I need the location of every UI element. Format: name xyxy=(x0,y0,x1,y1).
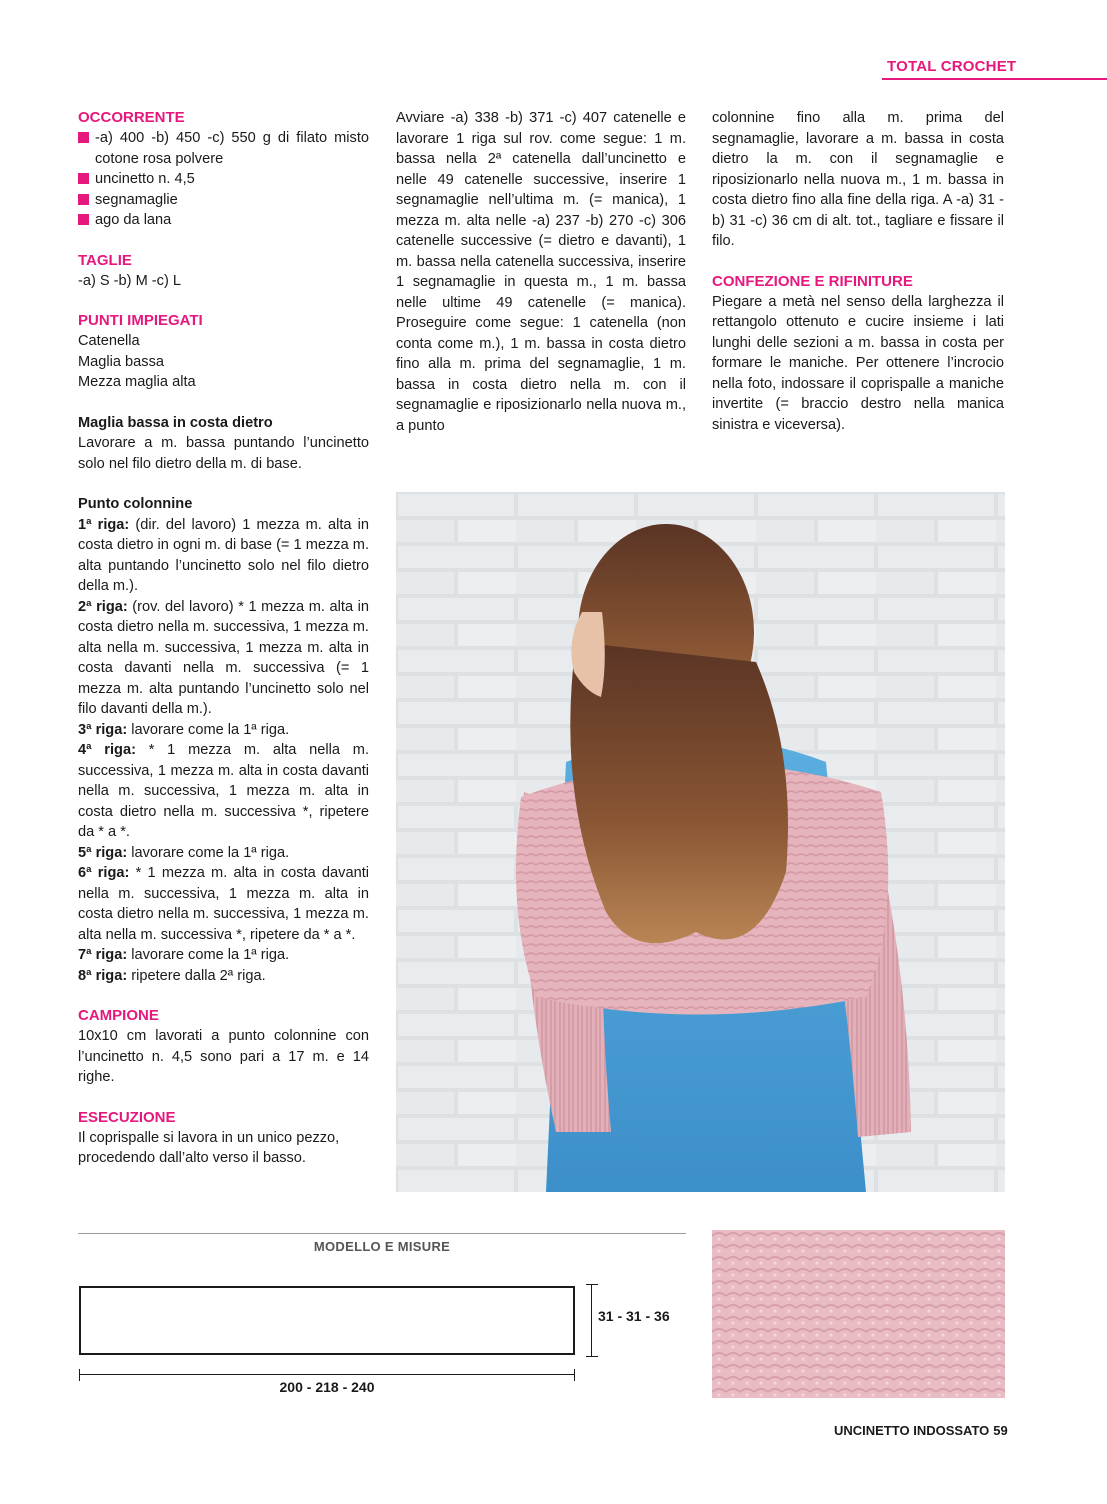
row-label: 5ª riga: xyxy=(78,844,128,861)
campione-title: CAMPIONE xyxy=(78,1007,159,1024)
row-instruction xyxy=(78,720,369,741)
column-1 xyxy=(78,108,369,1169)
confezione-text: Piegare a metà nel senso della larghezza il rettangolo ottenuto e cucire insieme i lati lunghi delle sezioni a m. bassa in costa per formare le maniche. Per ottenere l’incrocio nella foto, indossare il coprispalle a maniche invertite (= braccio destro nella manica sinistra e viceversa). xyxy=(712,293,1004,433)
confezione-title: CONFEZIONE E RIFINITURE xyxy=(712,272,913,290)
row-text: ripetere dalla 2ª riga. xyxy=(127,967,266,984)
row-label: 7ª riga: xyxy=(78,947,128,963)
height-label: 31 - 31 - 36 xyxy=(598,1308,670,1324)
row-instruction xyxy=(78,740,369,843)
column-2 xyxy=(396,108,686,436)
row-text: * 1 mezza m. alta in costa davanti nella m. successiva, 1 mezza m. alta in costa dietro nella m. successiva, 1 mezza m. alta nella m. successiva *, ripetere da * a *. xyxy=(78,865,369,943)
row-label: 1ª riga: xyxy=(78,516,130,533)
row-instruction xyxy=(78,945,369,966)
section-header: TOTAL CROCHET xyxy=(887,58,1017,75)
row-text: lavorare come la 1ª riga. xyxy=(127,947,290,963)
continuation-text: colonnine fino alla m. prima del segnamaglie, lavorare a m. bassa in costa dietro la m. con il segnamaglie e riposizionarlo nella nuova m., 1 m. bassa in costa dietro fino alla fine della riga. A -a) 31 -b) 31 -c) 36 cm di alt. tot., tagliare e fissare il filo. xyxy=(712,110,1004,249)
occorrente-item: -a) 400 -b) 450 -c) 550 g di filato misto cotone rosa polvere xyxy=(95,130,369,167)
taglie-title: TAGLIE xyxy=(78,251,132,269)
row-instruction xyxy=(78,843,369,864)
list-item xyxy=(78,210,369,231)
stitch-swatch xyxy=(712,1230,1005,1398)
width-label: 200 - 218 - 240 xyxy=(279,1379,375,1395)
avvio-text: Avviare -a) 338 -b) 371 -c) 407 catenelle e lavorare 1 riga sul rov. come segue: 1 m. bassa nella 2ª catenella dall’uncinetto e nelle 49 catenelle successive, inserire 1 segnamaglie nell’ultima m. (= manica), 1 mezza m. alta nelle -a) 237 -b) 270 -c) 306 catenelle successive (= dietro e davanti), 1 m. bassa nella catenella successiva, inserire 1 segnamaglie in questa m., 1 m. bassa nelle ultime 49 catenelle (= manica). Proseguire come segue: 1 catenella (non conta come m.), 1 m. bassa in costa dietro fino alla m. prima del segnamaglie, 1 m. bassa in costa dietro nella m. con il segnamaglie e riposizionarlo nella nuova m., a punto xyxy=(396,110,686,434)
row-text: (dir. del lavoro) 1 mezza m. alta in costa dietro in ogni m. di base (= 1 mezza m. alta puntando l’uncinetto solo nel filo dietro della m.). xyxy=(78,516,369,594)
maglia-bassa-title: Maglia bassa in costa dietro xyxy=(78,414,273,431)
row-instruction xyxy=(78,863,369,945)
punti-item: Catenella xyxy=(78,333,140,349)
row-label: 3ª riga: xyxy=(78,721,128,738)
row-text: lavorare come la 1ª riga. xyxy=(127,844,290,861)
row-label: 4ª riga: xyxy=(78,742,136,758)
esecuzione-title: ESECUZIONE xyxy=(78,1108,176,1126)
occorrente-item: uncinetto n. 4,5 xyxy=(95,171,195,187)
taglie-text: -a) S -b) M -c) L xyxy=(78,272,181,289)
row-text: * 1 mezza m. alta nella m. successiva, 1 mezza m. alta in costa davanti nella m. successiva, 1 mezza m. alta in costa dietro nella m. successiva *, ripetere da * a *. xyxy=(78,742,369,840)
bullet-icon xyxy=(78,194,89,205)
diagram-title: MODELLO E MISURE xyxy=(313,1239,451,1254)
bullet-icon xyxy=(78,173,89,184)
bullet-icon xyxy=(78,132,89,143)
page-footer xyxy=(834,1423,1008,1438)
punti-item: Maglia bassa xyxy=(78,353,164,370)
row-text: (rov. del lavoro) * 1 mezza m. alta in costa dietro nella m. successiva, 1 mezza m. alta nella m. successiva, 1 mezza m. alta in costa davanti nella m. successiva (= 1 mezza m. alta puntando l’uncinetto solo nel filo davanti della m.). xyxy=(78,598,370,717)
diagram-rule xyxy=(78,1233,686,1234)
footer-title: UNCINETTO INDOSSATO xyxy=(834,1423,990,1438)
row-instruction xyxy=(78,966,369,987)
model-rectangle xyxy=(79,1286,575,1355)
list-item xyxy=(78,128,369,169)
esecuzione-text: Il coprispalle si lavora in un unico pezzo, procedendo dall’alto verso il basso. xyxy=(78,1129,340,1166)
column-3 xyxy=(712,108,1004,435)
header-rule xyxy=(882,78,1107,80)
maglia-bassa-text: Lavorare a m. bassa puntando l’uncinetto solo nel filo dietro della m. di base. xyxy=(78,435,369,472)
height-dimension xyxy=(586,1284,598,1357)
row-text: lavorare come la 1ª riga. xyxy=(127,721,290,738)
list-item xyxy=(78,190,369,211)
model-photo xyxy=(396,492,1005,1192)
occorrente-item: segnamaglie xyxy=(95,191,178,208)
page-number: 59 xyxy=(993,1423,1008,1438)
punti-title: PUNTI IMPIEGATI xyxy=(78,312,203,329)
row-instruction xyxy=(78,597,369,720)
punto-colonnine-title: Punto colonnine xyxy=(78,496,193,512)
row-label: 8ª riga: xyxy=(78,967,128,984)
row-label: 2ª riga: xyxy=(78,598,128,615)
row-instruction xyxy=(78,515,369,597)
list-item xyxy=(78,169,369,190)
row-label: 6ª riga: xyxy=(78,865,130,881)
campione-text: 10x10 cm lavorati a punto colonnine con l’uncinetto n. 4,5 sono pari a 17 m. e 14 righe. xyxy=(78,1028,369,1085)
occorrente-item: ago da lana xyxy=(95,212,172,228)
punti-item: Mezza maglia alta xyxy=(78,374,196,390)
bullet-icon xyxy=(78,214,89,225)
occorrente-title: OCCORRENTE xyxy=(78,109,185,126)
